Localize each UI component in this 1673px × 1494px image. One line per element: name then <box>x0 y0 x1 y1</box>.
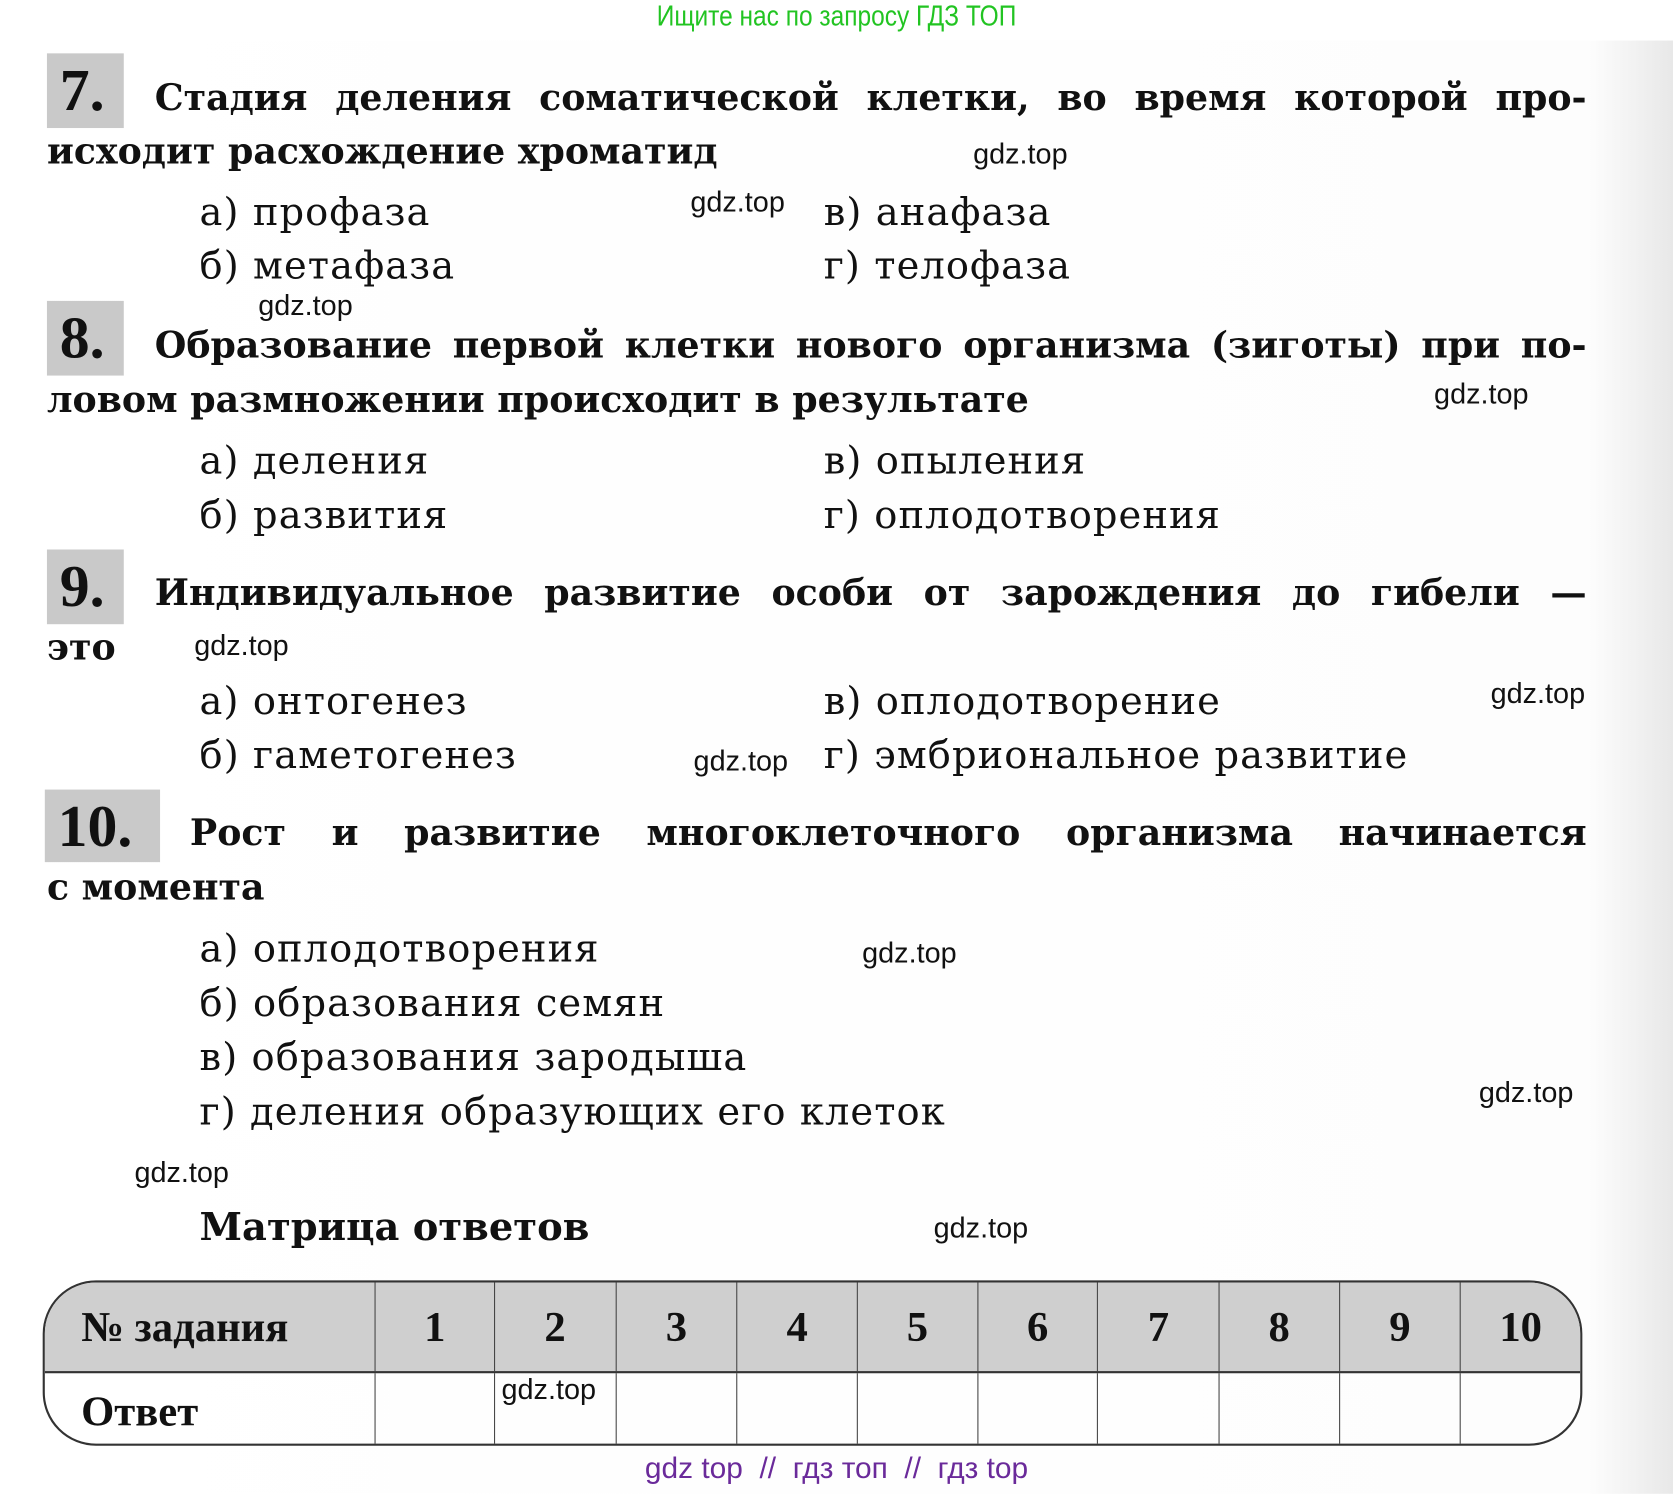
matrix-header-row <box>45 1283 1580 1374</box>
footer-watermark[interactable]: gdz top // гдз топ // гдз top <box>644 1451 1029 1485</box>
answer-cell-4[interactable] <box>736 1373 856 1446</box>
answer-cell-5[interactable] <box>857 1373 977 1446</box>
question-10-option-v[interactable]: в) образования зародыша <box>199 1036 748 1080</box>
question-8-option-v[interactable]: в) опыления <box>823 439 1087 484</box>
question-10-option-a[interactable]: а) оплодотворения <box>199 927 600 971</box>
question-7-number: 7. <box>47 53 124 128</box>
question-8-text-line2: ловом размножении происходит в результате <box>46 378 1029 422</box>
answer-matrix-table <box>43 1280 1583 1445</box>
question-7-text-line1: Стадия деления соматической клетки, во время которой про- <box>154 76 1587 120</box>
matrix-col-3: 3 <box>615 1283 736 1372</box>
matrix-col-8: 8 <box>1218 1283 1338 1372</box>
answer-cell-6[interactable] <box>977 1373 1097 1446</box>
watermark: gdz.top <box>1490 677 1586 710</box>
question-7-text-line2: исходит расхождение хроматид <box>46 130 718 173</box>
matrix-col-1: 1 <box>375 1283 494 1372</box>
question-8-option-b[interactable]: б) развития <box>199 494 449 538</box>
question-10-option-b[interactable]: б) образования семян <box>199 981 666 1026</box>
question-9-text-line1: Индивидуальное развитие особи от зарождения до гибели — <box>154 571 1587 615</box>
answer-cell-3[interactable] <box>615 1373 736 1446</box>
matrix-header-label: № задания <box>81 1302 289 1351</box>
answer-cell-10[interactable] <box>1460 1373 1580 1446</box>
watermark: gdz.top <box>1478 1076 1574 1109</box>
matrix-col-4: 4 <box>736 1283 856 1372</box>
question-8-text-line1: Образование первой клетки нового организма (зиготы) при по- <box>154 324 1587 368</box>
question-10-text-line1: Рост и развитие многоклеточного организма начинается <box>189 811 1587 855</box>
matrix-col-10: 10 <box>1460 1283 1580 1372</box>
matrix-col-6: 6 <box>977 1283 1097 1372</box>
watermark: gdz.top <box>194 629 289 662</box>
answer-matrix-title: Матрица ответов <box>199 1204 590 1250</box>
watermark: gdz.top <box>693 744 789 777</box>
question-9-option-g[interactable]: г) эмбриональное развитие <box>823 734 1409 778</box>
answer-cell-9[interactable] <box>1339 1373 1460 1446</box>
watermark: gdz.top <box>862 936 957 969</box>
watermark: gdz.top <box>933 1212 1029 1245</box>
search-banner[interactable]: Ищите нас по запросу ГДЗ ТОП <box>656 0 1017 33</box>
question-7-option-g[interactable]: г) телофаза <box>823 244 1072 289</box>
question-7-option-a[interactable]: а) профаза <box>199 190 431 235</box>
question-9-text-line2: это <box>46 626 116 670</box>
question-7-option-v[interactable]: в) анафаза <box>823 190 1052 235</box>
answer-cell-8[interactable] <box>1218 1373 1338 1446</box>
matrix-col-7: 7 <box>1097 1283 1218 1372</box>
matrix-answer-label: Ответ <box>81 1386 199 1435</box>
question-9-number: 9. <box>47 550 124 625</box>
matrix-answer-row <box>45 1373 1580 1446</box>
matrix-col-2: 2 <box>494 1283 615 1372</box>
watermark: gdz.top <box>258 289 353 322</box>
question-10-option-g[interactable]: г) деления образующих его клеток <box>199 1090 946 1135</box>
watermark: gdz.top <box>501 1373 597 1406</box>
answer-cell-7[interactable] <box>1097 1373 1218 1446</box>
question-8-option-g[interactable]: г) оплодотворения <box>823 494 1221 538</box>
question-9-option-a[interactable]: а) онтогенез <box>199 679 468 724</box>
question-10-text-line2: с момента <box>46 866 265 910</box>
question-9-option-v[interactable]: в) оплодотворение <box>823 679 1221 724</box>
watermark: gdz.top <box>1434 377 1529 410</box>
matrix-col-5: 5 <box>857 1283 977 1372</box>
question-9-option-b[interactable]: б) гаметогенез <box>199 734 517 778</box>
answer-cell-1[interactable] <box>375 1373 494 1446</box>
matrix-col-9: 9 <box>1339 1283 1460 1372</box>
question-7-option-b[interactable]: б) метафаза <box>199 244 456 289</box>
question-8-number: 8. <box>47 301 124 376</box>
watermark: gdz.top <box>973 137 1068 170</box>
watermark: gdz.top <box>134 1156 229 1189</box>
question-10-number: 10. <box>45 790 160 863</box>
question-8-option-a[interactable]: а) деления <box>199 439 430 484</box>
watermark: gdz.top <box>690 185 785 218</box>
